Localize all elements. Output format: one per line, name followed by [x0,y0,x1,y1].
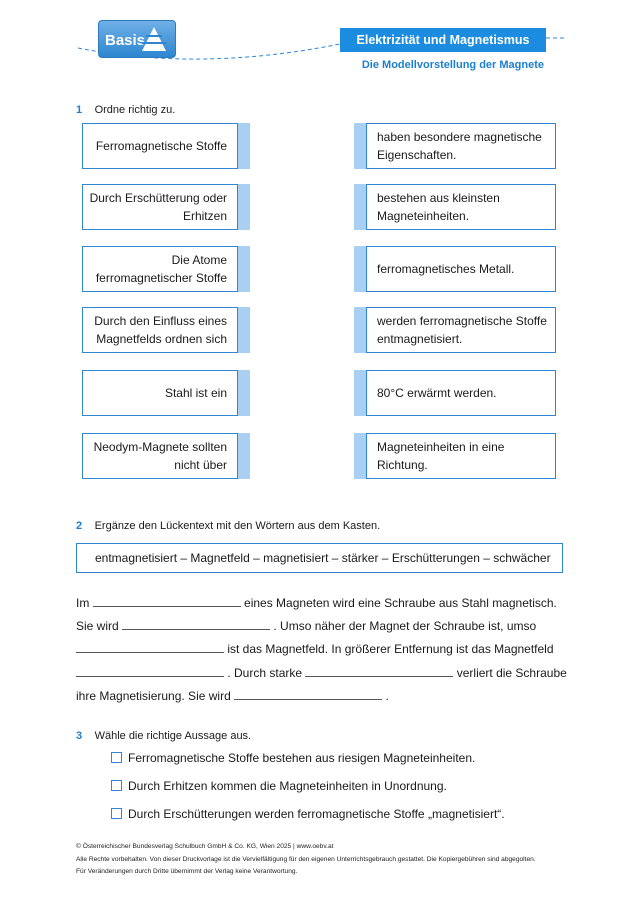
match-right-item[interactable] [366,370,556,416]
cloze-text: ihre Magnetisierung. Sie wird [76,689,231,703]
gap-input[interactable] [76,640,224,653]
option-text: Durch Erschütterungen werden ferromagnetische Stoffe „magnetisiert“. [128,807,505,821]
task3-heading [76,726,251,744]
match-left-connector[interactable] [238,184,250,230]
cloze-text: ist das Magnetfeld. In größerer Entfernung ist das Magnetfeld [227,642,554,656]
cloze-text: Sie wird [76,619,119,633]
match-right-text: werden ferromagnetische Stoffe entmagnetisiert. [377,314,547,346]
cloze-line-1 [76,594,557,610]
match-left-item[interactable] [82,123,238,169]
match-left-connector[interactable] [238,307,250,353]
cloze-text: . [385,689,389,703]
task2-number: 2 [76,520,83,532]
task3-instruction: Wähle die richtige Aussage aus. [94,730,252,742]
option-text: Ferromagnetische Stoffe bestehen aus riesigen Magneteinheiten. [128,751,476,765]
match-left-item[interactable] [82,307,238,353]
cloze-text: . Umso näher der Magnet der Schraube ist, umso [273,619,537,633]
cloze-text: . Durch starke [227,666,303,680]
match-left-connector[interactable] [238,370,250,416]
cloze-text: verliert die Schraube [456,666,567,680]
task1-number: 1 [76,104,83,116]
chapter-title: Elektrizität und Magnetismus [340,28,546,52]
footer-disclaimer: Für Veränderungen durch Dritte übernimmt der Verlag keine Verantwortung. [76,868,298,875]
match-right-connector[interactable] [354,307,366,353]
checkbox[interactable] [111,808,122,819]
option-2[interactable] [111,779,447,793]
match-left-text: Ferromagnetische Stoffe [95,139,227,153]
gap-input[interactable] [234,687,382,700]
page-subtitle: Die Modellvorstellung der Magnete [361,59,544,71]
word-box: entmagnetisiert – Magnetfeld – magnetisiert – stärker – Erschütterungen – schwächer [76,543,563,573]
task1-instruction: Ordne richtig zu. [94,104,176,116]
cloze-text: eines Magneten wird eine Schraube aus Stahl magnetisch. [244,596,557,610]
match-left-text: Neodym-Magnete sollten nicht über [93,440,227,472]
match-left-text: Stahl ist ein [164,386,227,400]
match-right-item[interactable] [366,433,556,479]
gap-input[interactable] [305,664,453,677]
match-right-text: Magneteinheiten in eine Richtung. [377,440,505,472]
match-left-item[interactable] [82,184,238,230]
triangle-logo-icon [141,25,167,53]
option-text: Durch Erhitzen kommen die Magneteinheiten in Unordnung. [128,779,447,793]
match-right-connector[interactable] [354,370,366,416]
cloze-line-3 [76,640,554,656]
match-right-text: ferromagnetisches Metall. [377,262,515,276]
cloze-line-4 [76,664,567,680]
match-right-text: bestehen aus kleinsten Magneteinheiten. [377,191,500,223]
cloze-line-5 [76,687,389,703]
task2-heading [76,516,380,534]
match-left-item[interactable] [82,246,238,292]
match-right-item[interactable] [366,123,556,169]
match-right-item[interactable] [366,246,556,292]
match-right-text: 80°C erwärmt werden. [377,386,497,400]
match-left-connector[interactable] [238,246,250,292]
checkbox[interactable] [111,780,122,791]
basis-logo [98,20,176,58]
cloze-text: Im [76,596,90,610]
task2-instruction: Ergänze den Lückentext mit den Wörtern aus dem Kasten. [94,520,381,532]
gap-input[interactable] [76,664,224,677]
match-right-item[interactable] [366,184,556,230]
match-right-item[interactable] [366,307,556,353]
gap-input[interactable] [122,617,270,630]
match-left-item[interactable] [82,433,238,479]
option-3[interactable] [111,807,505,821]
match-left-item[interactable] [82,370,238,416]
match-left-text: Die Atome ferromagnetischer Stoffe [95,253,227,285]
match-left-connector[interactable] [238,123,250,169]
match-right-connector[interactable] [354,246,366,292]
checkbox[interactable] [111,752,122,763]
match-left-text: Durch Erschütterung oder Erhitzen [89,191,227,223]
match-right-connector[interactable] [354,123,366,169]
match-right-connector[interactable] [354,433,366,479]
match-left-text: Durch den Einfluss eines Magnetfelds ordnen sich [94,314,227,346]
task3-number: 3 [76,730,83,742]
match-right-text: haben besondere magnetische Eigenschaften. [377,130,542,162]
task1-heading [76,100,175,118]
match-right-connector[interactable] [354,184,366,230]
match-left-connector[interactable] [238,433,250,479]
footer-copyright: © Österreichischer Bundesverlag Schulbuch GmbH & Co. KG, Wien 2025 | www.oebv.at [76,843,334,850]
logo-label: Basis [105,32,146,49]
cloze-line-2 [76,617,536,633]
footer-rights: Alle Rechte vorbehalten. Von dieser Druckvorlage ist die Vervielfältigung für den eigenen Unterrichtsgebrauch gestattet. Die Kopiergebühren sind abgegolten. [76,856,536,863]
gap-input[interactable] [93,594,241,607]
option-1[interactable] [111,751,475,765]
